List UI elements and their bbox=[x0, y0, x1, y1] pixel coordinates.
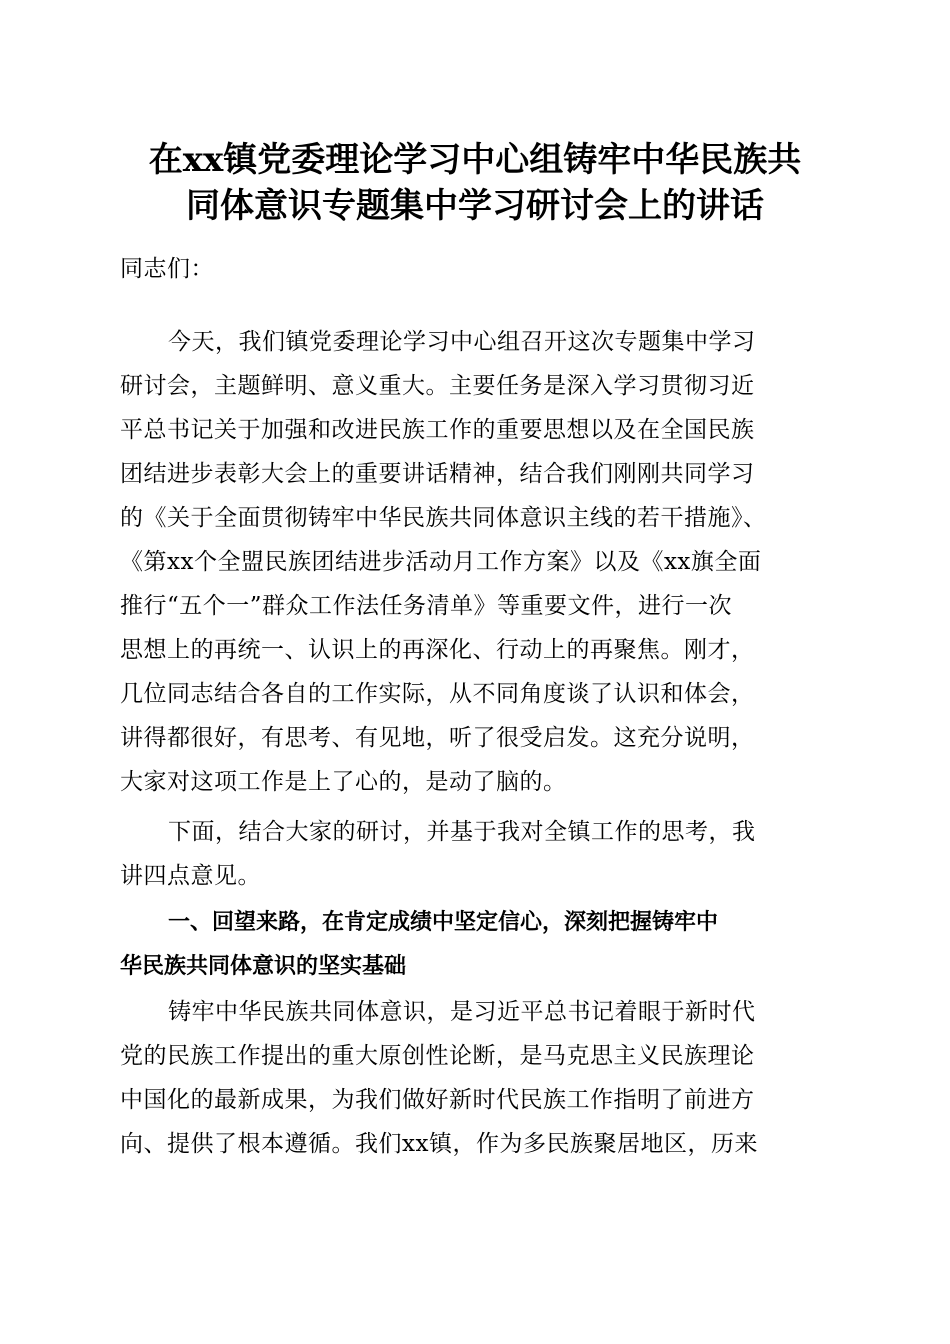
paragraph-line: 今天，我们镇党委理论学习中心组召开这次专题集中学习 bbox=[168, 329, 756, 355]
paragraph-line: 的《关于全面贯彻铸牢中华民族共同体意识主线的若干措施》、 bbox=[120, 505, 767, 531]
paragraph-line: 党的民族工作提出的重大原创性论断，是马克思主义民族理论 bbox=[120, 1043, 755, 1069]
paragraph-line: 下面，结合大家的研讨，并基于我对全镇工作的思考，我 bbox=[168, 819, 756, 845]
document-title-line-1: 在xx镇党委理论学习中心组铸牢中华民族共 bbox=[148, 140, 802, 180]
document-title-line-2: 同体意识专题集中学习研讨会上的讲话 bbox=[186, 186, 764, 226]
salutation: 同志们： bbox=[120, 256, 214, 282]
paragraph-line: 大家对这项工作是上了心的，是动了脑的。 bbox=[120, 769, 567, 795]
paragraph-line: 中国化的最新成果，为我们做好新时代民族工作指明了前进方 bbox=[120, 1087, 755, 1113]
section-heading-line: 一、回望来路，在肯定成绩中坚定信心，深刻把握铸牢中 bbox=[168, 910, 719, 935]
paragraph-line: 讲四点意见。 bbox=[120, 863, 261, 889]
paragraph-line: 《第xx个全盟民族团结进步活动月工作方案》以及《xx旗全面 bbox=[120, 549, 762, 575]
paragraph-line: 铸牢中华民族共同体意识，是习近平总书记着眼于新时代 bbox=[168, 999, 756, 1025]
paragraph-line: 推行“五个一”群众工作法任务清单》等重要文件，进行一次 bbox=[120, 593, 733, 619]
paragraph-line: 向、提供了根本遵循。我们xx镇，作为多民族聚居地区，历来 bbox=[120, 1131, 758, 1157]
paragraph-line: 几位同志结合各自的工作实际，从不同角度谈了认识和体会， bbox=[120, 681, 755, 707]
paragraph-line: 团结进步表彰大会上的重要讲话精神，结合我们刚刚共同学习 bbox=[120, 461, 755, 487]
paragraph-line: 讲得都很好，有思考、有见地，听了很受启发。这充分说明， bbox=[120, 725, 755, 751]
paragraph-line: 平总书记关于加强和改进民族工作的重要思想以及在全国民族 bbox=[120, 417, 755, 443]
section-heading-line: 华民族共同体意识的坚实基础 bbox=[120, 954, 407, 979]
paragraph-line: 思想上的再统一、认识上的再深化、行动上的再聚焦。刚才， bbox=[120, 637, 755, 663]
paragraph-line: 研讨会，主题鲜明、意义重大。主要任务是深入学习贯彻习近 bbox=[120, 373, 755, 399]
